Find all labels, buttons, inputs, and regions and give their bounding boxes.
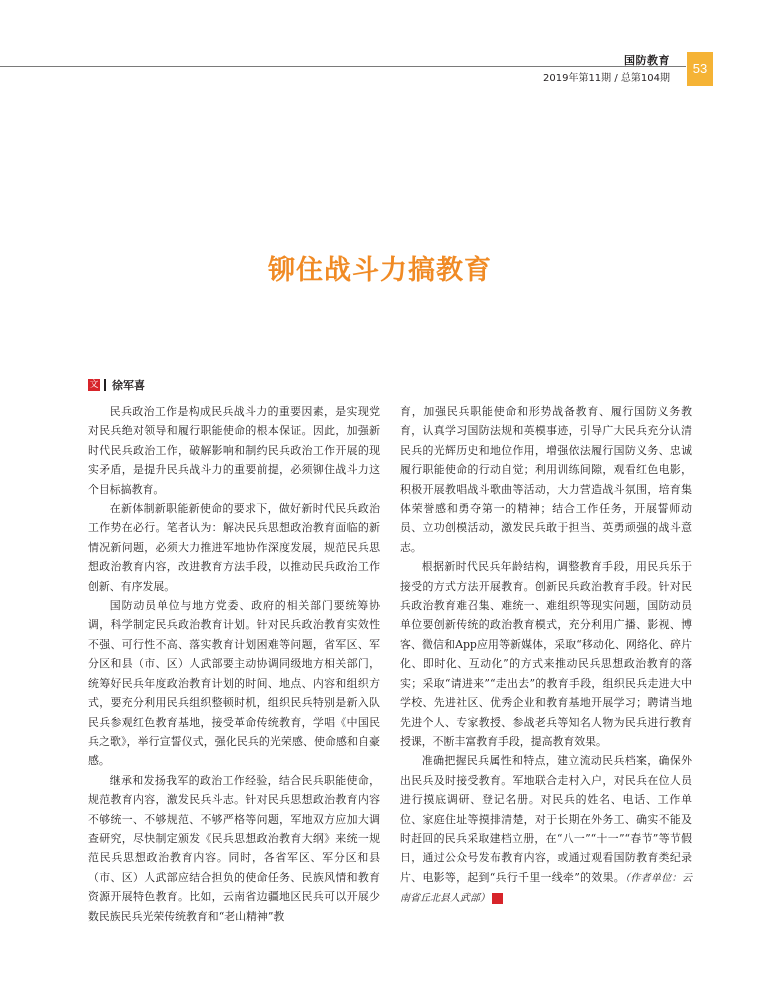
paragraph-continuation: 育，加强民兵职能使命和形势战备教育、履行国防义务教育，认真学习国防法规和英模事迹，引导广大民兵充分认清民兵的光辉历史和地位作用，增强依法履行国防义务、忠诚履行职能使命的行动自觉；利用训练间隙，观看红色电影，积极开展教唱战斗歌曲等活动，大力营造战斗氛围，培育集体荣誉感和勇夺第一的精神；结合工作任务，开展誓师动员、立功创模活动，激发民兵敢于担当、英勇顽强的战斗意志。 (400, 405, 692, 554)
author-name: 徐军喜 (112, 379, 145, 392)
article-title: 铆住战斗力搞教育 (268, 255, 492, 286)
author-affiliation: （作者单位：云南省丘北县人武部） (400, 872, 693, 905)
paragraph: 民兵政治工作是构成民兵战斗力的重要因素，是实现党对民兵绝对领导和履行职能使命的根本保证。因此，加强新时代民兵政治工作，破解影响和制约民兵政治工作开展的现实矛盾，是提升民兵战斗力的重要前提，必须铆住战斗力这个目标搞教育。 (88, 405, 380, 496)
byline-divider (104, 379, 106, 391)
paragraph: 继承和发扬我军的政治工作经验，结合民兵职能使命，规范教育内容，激发民兵斗志。针对民兵思想政治教育内容不够统一、不够规范、不够严格等问题，军地双方应加大调查研究，尽快制定颁发《民兵思想政治教育大纲》来统一规范民兵思想政治教育内容。同时，各省军区、军分区和县（市、区）人武部应结合担负的使命任务、民族风情和教育资源开展特色教育。比如，云南省边疆地区民兵可以开展少数民族民兵光荣传统教育和“老山精神”教 (88, 773, 380, 923)
paragraph: 在新体制新职能新使命的要求下，做好新时代民兵政治工作势在必行。笔者认为：解决民兵思想政治教育面临的新情况新问题，必须大力推进军地协作深度发展，规范民兵思想政治教育内容，改进教育方法手段，以推动民兵政治工作创新、有序发展。 (88, 502, 380, 593)
paragraph: 国防动员单位与地方党委、政府的相关部门要统筹协调，科学制定民兵政治教育计划。针对民兵政治教育实效性不强、可行性不高、落实教育计划困难等问题，省军区、军分区和县（市、区）人武部要主动协调同级地方相关部门，统筹好民兵年度政治教育计划的时间、地点、内容和组织方式，要充分利用民兵组织整顿时机，组织民兵特别是新入队民兵参观红色教育基地，接受革命传统教育，学唱《中国民兵之歌》，举行宣誓仪式，强化民兵的光荣感、使命感和自豪感。 (88, 599, 380, 768)
text-column-right (400, 402, 692, 909)
paragraph: 根据新时代民兵年龄结构，调整教育手段，用民兵乐于接受的方式方法开展教育。创新民兵政治教育手段。针对民兵政治教育难召集、难统一、难组织等现实问题，国防动员单位要创新传统的政治教育模式，充分利用广播、影视、博客、微信和App应用等新媒体，采取“移动化、网络化、碎片化、即时化、互动化”的方式来推动民兵思想政治教育的落实；采取“请进来”“走出去”的教育手段，组织民兵走进大中学校、先进社区、优秀企业和教育基地开展学习；聘请当地先进个人、专家教授、参战老兵等知名人物为民兵进行教育授课，不断丰富教育手段，提高教育效果。 (400, 560, 692, 748)
byline-badge: 文 (89, 380, 99, 390)
header-rule (0, 66, 686, 67)
paragraph-text: 准确把握民兵属性和特点，建立流动民兵档案，确保外出民兵及时接受教育。军地联合走村入户，对民兵在位人员进行摸底调研、登记名册。对民兵的姓名、电话、工作单位、家庭住址等摸排清楚，对于长期在外务工、确实不能及时赶回的民兵采取建档立册，在“八一”“十一”“春节”等节假日，通过公众号发布教育内容，或通过观看国防教育类纪录片、电影等，起到“兵行千里一线牵”的效果。 (400, 754, 692, 884)
issue-info: 2019年第11期 / 总第104期 (543, 73, 670, 84)
end-mark-icon: G (492, 893, 503, 904)
paragraph (400, 751, 692, 908)
page-number: 53 (687, 52, 713, 86)
text-column-left (88, 402, 380, 926)
magazine-section: 国防教育 (624, 54, 670, 67)
byline (88, 377, 145, 393)
